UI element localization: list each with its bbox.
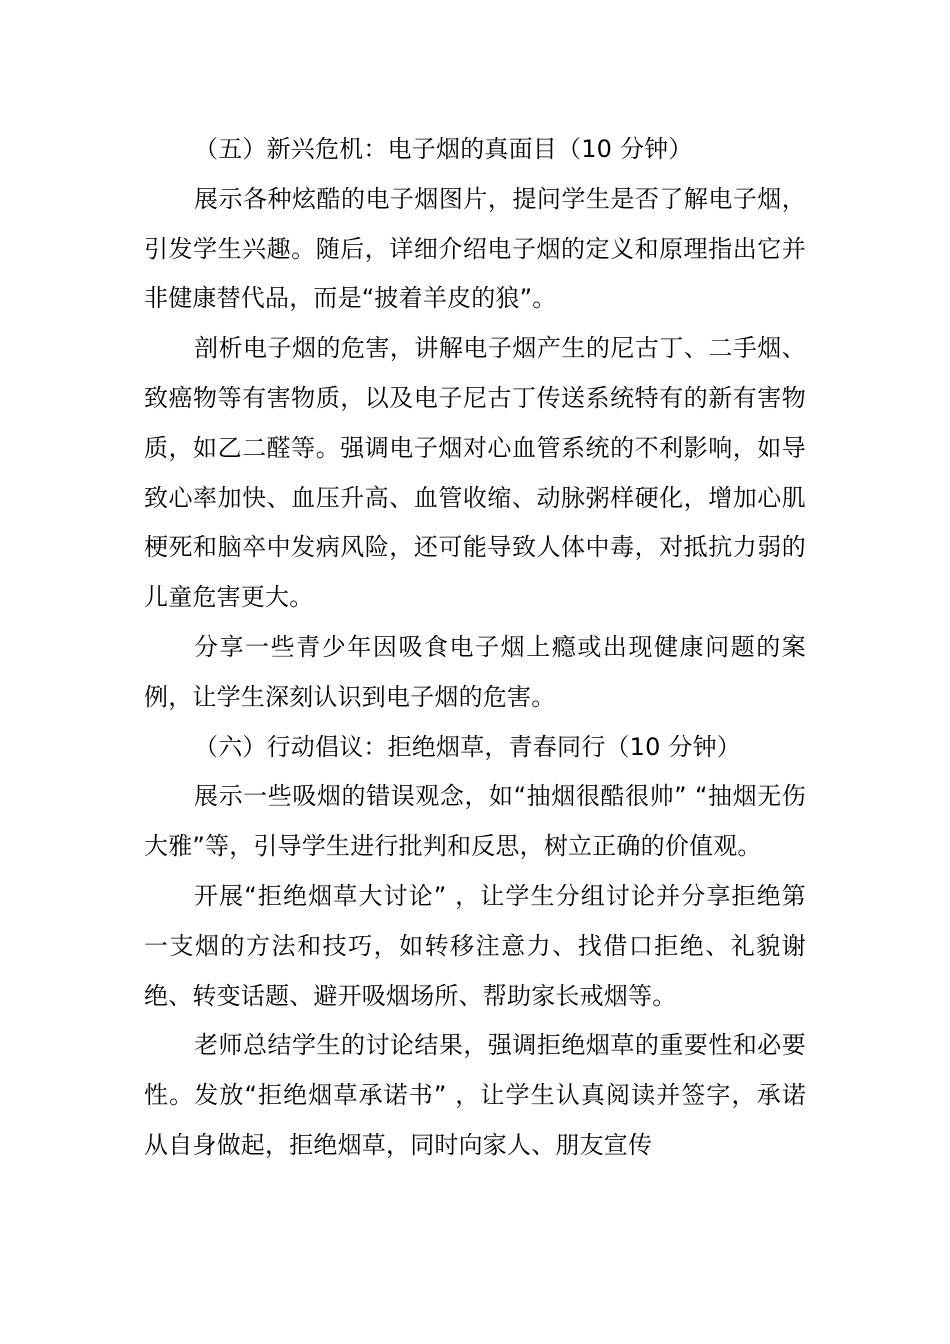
paragraph: 展示各种炫酷的电子烟图片，提问学生是否了解电子烟，引发学生兴趣。随后，详细介绍电子烟的定义和原理指出它并非健康替代品，而是“披着羊皮的狼”。 bbox=[144, 184, 806, 313]
paragraph: 老师总结学生的讨论结果，强调拒绝烟草的重要性和必要性。发放“拒绝烟草承诺书” ，让学生认真阅读并签字，承诺从自身做起，拒绝烟草，同时向家人、朋友宣传 bbox=[144, 1031, 806, 1159]
paragraph: 分享一些青少年因吸食电子烟上瘾或出现健康问题的案例，让学生深刻认识到电子烟的危害。 bbox=[144, 632, 806, 711]
section-heading-5: （五）新兴危机：电子烟的真面目（10 分钟） bbox=[194, 135, 693, 163]
document-body bbox=[144, 125, 806, 1171]
paragraph: 剖析电子烟的危害，讲解电子烟产生的尼古丁、二手烟、致癌物等有害物质，以及电子尼古丁传送系统特有的新有害物质，如乙二醛等。强调电子烟对心血管系统的不利影响，如导致心率加快、血压升高、血管收缩、动脉粥样硬化，增加心肌梗死和脑卒中发病风险，还可能导致人体中毒，对抵抗力弱的儿童危害更大。 bbox=[144, 334, 806, 612]
paragraph: 开展“拒绝烟草大讨论” ，让学生分组讨论并分享拒绝第一支烟的方法和技巧，如转移注意力、找借口拒绝、礼貌谢绝、转变话题、避开吸烟场所、帮助家长戒烟等。 bbox=[144, 881, 806, 1010]
paragraph: 展示一些吸烟的错误观念，如“抽烟很酷很帅” “抽烟无伤大雅”等，引导学生进行批判和反思，树立正确的价值观。 bbox=[144, 782, 806, 861]
section-heading-6: （六）行动倡议：拒绝烟草，青春同行（10 分钟） bbox=[194, 732, 741, 761]
